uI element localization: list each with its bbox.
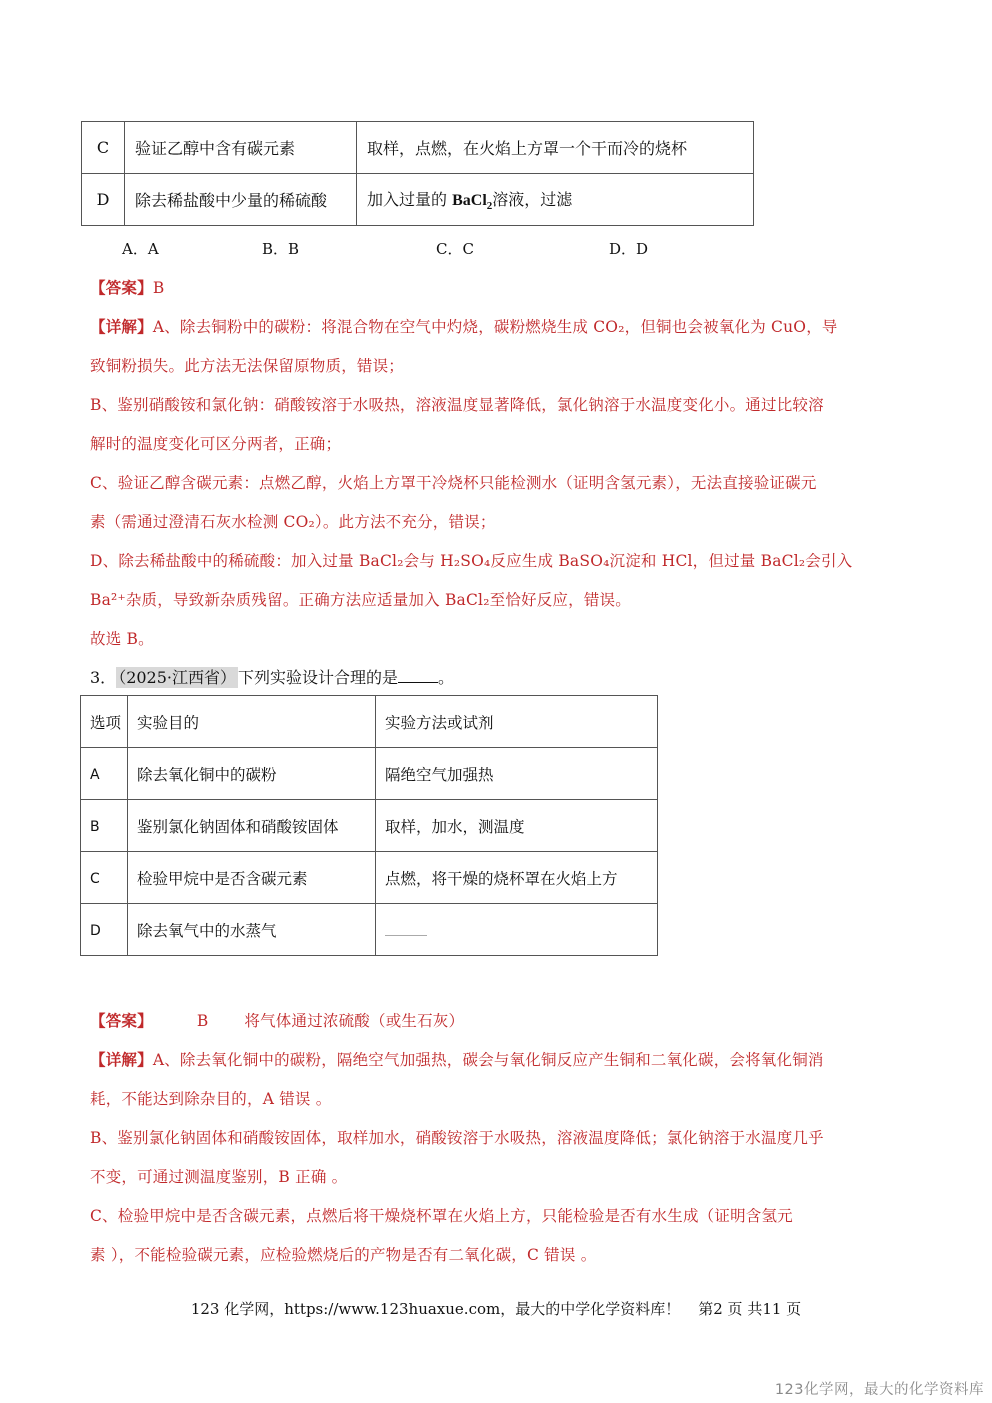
formula-subscript: 2 (486, 200, 493, 213)
choice-a: A．A (122, 240, 159, 258)
footer-site-text: 123 化学网，https://www.123huaxue.com，最大的中学化学资料库！ (190, 1300, 681, 1318)
detail-line: 耗，不能达到除杂目的，A 错误 。 (90, 1090, 332, 1108)
question-3-stem (90, 665, 454, 688)
table-row (81, 904, 658, 956)
table-row (82, 122, 754, 174)
page-number: 第2 页 共11 页 (698, 1300, 802, 1318)
choice-b: B．B (262, 240, 300, 258)
watermark: 123化学网，最大的化学资料库 (774, 1382, 984, 1398)
method-cell (357, 174, 754, 226)
table-header-row (81, 696, 658, 748)
detail-text: A、除去氧化铜中的碳粉，隔绝空气加强热，碳会与氧化铜反应产生铜和二氧化碳，会将氧化铜消 (152, 1051, 824, 1069)
detail-label: 【详解】 (90, 1050, 153, 1069)
answer-line (90, 1009, 464, 1031)
answer-label: 【答案】 (90, 1011, 153, 1030)
option-cell: D (82, 174, 125, 226)
option-cell: C (82, 122, 125, 174)
question-end: 。 (438, 668, 455, 687)
method-cell: 取样，点燃，在火焰上方罩一个干而冷的烧杯 (357, 122, 754, 174)
option-letter: C (90, 870, 100, 887)
method-cell: 取样，加水，测温度 (376, 800, 658, 852)
detail-line: 素 ），不能检验碳元素，应检验燃烧后的产物是否有二氧化碳，C 错误 。 (90, 1246, 597, 1264)
page-footer (0, 1298, 992, 1319)
question-text: 下列实验设计合理的是 (238, 668, 399, 687)
purpose-cell: 检验甲烷中是否含碳元素 (128, 852, 376, 904)
answer-value-2: 将气体通过浓硫酸（或生石灰） (244, 1012, 465, 1030)
table-row (82, 174, 754, 226)
detail-line (90, 1048, 824, 1070)
answer-line (90, 276, 164, 298)
option-cell (81, 904, 128, 956)
detail-label: 【详解】 (90, 317, 153, 336)
purpose-cell: 除去稀盐酸中少量的稀硫酸 (125, 174, 357, 226)
method-cell: 隔绝空气加强热 (376, 748, 658, 800)
answer-blank (398, 668, 438, 683)
purpose-cell: 鉴别氯化钠固体和硝酸铵固体 (128, 800, 376, 852)
answer-value: B (152, 279, 165, 297)
header-method: 实验方法或试剂 (376, 696, 658, 748)
option-letter: B (90, 818, 100, 835)
detail-line: 素（需通过澄清石灰水检测 CO₂）。此方法不充分，错误； (90, 513, 496, 531)
detail-line: 致铜粉损失。此方法无法保留原物质，错误； (90, 357, 405, 375)
table-row (81, 852, 658, 904)
answer-value: B (196, 1012, 209, 1030)
chemical-formula (452, 191, 493, 213)
detail-line: 解时的温度变化可区分两者，正确； (90, 435, 342, 453)
detail-line: D、除去稀盐酸中的稀硫酸：加入过量 BaCl₂会与 H₂SO₄反应生成 BaSO₄沉淀和 HCl，但过量 BaCl₂会引入 (90, 552, 853, 570)
question-source: （2025·江西省） (118, 668, 236, 687)
experiment-table-q3 (80, 695, 658, 956)
option-letter: D (90, 922, 101, 939)
conclusion-line: 故选 B。 (90, 630, 154, 648)
table-row (81, 800, 658, 852)
purpose-cell: 验证乙醇中含有碳元素 (125, 122, 357, 174)
detail-line: C、检验甲烷中是否含碳元素，点燃后将干燥烧杯罩在火焰上方，只能检验是否有水生成（证明含氢元 (90, 1207, 793, 1225)
detail-text: A、除去铜粉中的碳粉：将混合物在空气中灼烧，碳粉燃烧生成 CO₂，但铜也会被氧化为 CuO，导 (152, 318, 838, 336)
formula-text: BaCl (452, 191, 487, 209)
detail-line (90, 315, 838, 337)
method-text: 加入过量的 (367, 189, 453, 209)
detail-line: C、验证乙醇含碳元素：点燃乙醇，火焰上方罩干冷烧杯只能检测水（证明含氢元素），无法直接验证碳元 (90, 474, 817, 492)
method-cell-blank (376, 904, 658, 956)
purpose-cell: 除去氧气中的水蒸气 (128, 904, 376, 956)
option-cell (81, 852, 128, 904)
header-option: 选项 (81, 696, 128, 748)
question-number: 3． (90, 668, 117, 687)
option-cell (81, 748, 128, 800)
detail-line: Ba²⁺杂质，导致新杂质残留。正确方法应适量加入 BaCl₂至恰好反应，错误。 (90, 591, 631, 609)
choice-c: C．C (436, 240, 474, 258)
option-letter: A (90, 766, 100, 783)
detail-line: B、鉴别硝酸铵和氯化钠：硝酸铵溶于水吸热，溶液温度显著降低，氯化钠溶于水温度变化小。通过比较溶 (90, 396, 824, 414)
purpose-cell: 除去氧化铜中的碳粉 (128, 748, 376, 800)
option-cell (81, 800, 128, 852)
method-text: 溶液，过滤 (492, 189, 573, 209)
header-purpose: 实验目的 (128, 696, 376, 748)
table-row (81, 748, 658, 800)
fill-blank (385, 919, 427, 936)
detail-line: 不变，可通过测温度鉴别，B 正确 。 (90, 1168, 348, 1186)
answer-label: 【答案】 (90, 278, 153, 297)
choice-d: D．D (609, 240, 649, 258)
method-cell: 点燃，将干燥的烧杯罩在火焰上方 (376, 852, 658, 904)
detail-line: B、鉴别氯化钠固体和硝酸铵固体，取样加水，硝酸铵溶于水吸热，溶液温度降低；氯化钠溶于水温度几乎 (90, 1129, 824, 1147)
experiment-table-q2 (81, 121, 754, 226)
